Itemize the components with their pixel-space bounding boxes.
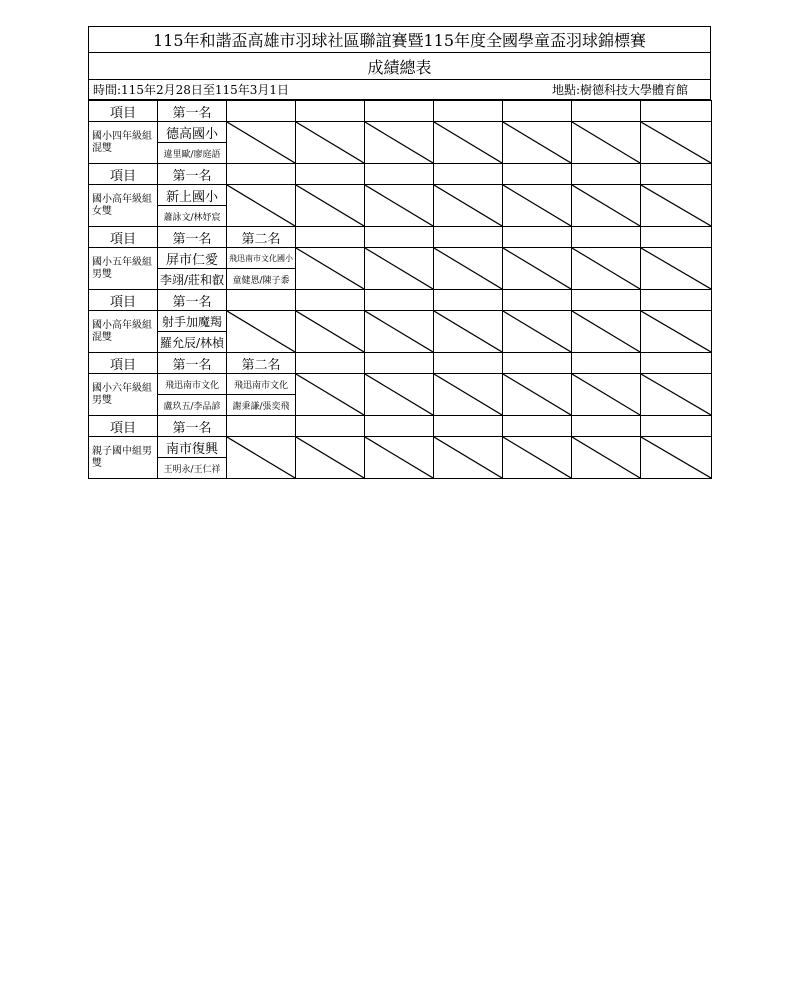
empty-slot	[296, 374, 365, 416]
section-result-row	[89, 185, 712, 206]
empty-slot	[227, 311, 296, 353]
empty-slot	[296, 185, 365, 227]
empty-slot	[503, 185, 572, 227]
empty-slot	[572, 122, 641, 164]
second-place-label: 第二名	[227, 227, 296, 248]
category-name: 國小高年級組女雙	[89, 185, 158, 227]
second-team: 飛迅南市文化	[227, 374, 296, 395]
first-team: 屏市仁愛	[158, 248, 227, 269]
empty-slot	[503, 437, 572, 479]
category-name: 國小五年級組男雙	[89, 248, 158, 290]
empty-slot	[641, 374, 712, 416]
empty-slot	[572, 311, 641, 353]
empty-slot	[641, 248, 712, 290]
section-header-row	[89, 353, 712, 374]
first-place-label: 第一名	[158, 353, 227, 374]
section-header-row	[89, 227, 712, 248]
section-header-row	[89, 290, 712, 311]
section-header-row	[89, 164, 712, 185]
section-result-row	[89, 437, 712, 458]
first-players: 違里歐/廖庭語	[158, 143, 227, 164]
results-sheet	[88, 26, 711, 479]
second-players: 童健恩/陳子黍	[227, 269, 296, 290]
empty-slot	[365, 185, 434, 227]
empty-slot	[503, 248, 572, 290]
first-team: 新上國小	[158, 185, 227, 206]
second-team: 飛迅南市文化國小	[227, 248, 296, 269]
empty-slot	[641, 185, 712, 227]
item-label: 項目	[89, 227, 158, 248]
first-place-label: 第一名	[158, 416, 227, 437]
empty-slot	[434, 185, 503, 227]
document-subtitle: 成績總表	[88, 53, 711, 80]
empty-slot	[365, 248, 434, 290]
first-place-label: 第一名	[158, 227, 227, 248]
category-name: 親子國中組男雙	[89, 437, 158, 479]
category-name: 國小四年級組混雙	[89, 122, 158, 164]
empty-slot	[434, 437, 503, 479]
section-result-row	[89, 374, 712, 395]
empty-slot	[503, 122, 572, 164]
first-team: 南市復興	[158, 437, 227, 458]
empty-slot	[503, 374, 572, 416]
first-place-label: 第一名	[158, 290, 227, 311]
first-team: 射手加魔羯	[158, 311, 227, 332]
empty-slot	[365, 437, 434, 479]
first-players: 羅允辰/林楨	[158, 332, 227, 353]
event-time: 時間:115年2月28日至115年3月1日	[93, 83, 290, 97]
empty-slot	[365, 122, 434, 164]
empty-slot	[365, 311, 434, 353]
empty-slot	[572, 185, 641, 227]
empty-slot	[572, 374, 641, 416]
results-table	[88, 100, 712, 479]
empty-slot	[227, 185, 296, 227]
first-players: 蕭詠文/林妤宸	[158, 206, 227, 227]
document-title: 115年和諧盃高雄市羽球社區聯誼賽暨115年度全國學童盃羽球錦標賽	[88, 26, 711, 53]
first-players: 李翊/莊和叡	[158, 269, 227, 290]
section-result-row	[89, 122, 712, 143]
item-label: 項目	[89, 353, 158, 374]
item-label: 項目	[89, 290, 158, 311]
event-location: 地點:樹德科技大學體育館	[551, 83, 688, 97]
empty-slot	[572, 248, 641, 290]
section-header-row	[89, 101, 712, 122]
empty-slot	[434, 248, 503, 290]
first-place-label: 第一名	[158, 164, 227, 185]
info-row	[88, 80, 711, 100]
empty-slot	[641, 122, 712, 164]
section-result-row	[89, 248, 712, 269]
empty-slot	[434, 122, 503, 164]
item-label: 項目	[89, 416, 158, 437]
first-players: 盧玖五/李品諺	[158, 395, 227, 416]
empty-slot	[434, 311, 503, 353]
empty-slot	[227, 437, 296, 479]
empty-slot	[296, 311, 365, 353]
item-label: 項目	[89, 164, 158, 185]
item-label: 項目	[89, 101, 158, 122]
empty-slot	[227, 122, 296, 164]
first-place-label: 第一名	[158, 101, 227, 122]
first-players: 王明永/王仁祥	[158, 458, 227, 479]
empty-slot	[296, 122, 365, 164]
empty-slot	[296, 437, 365, 479]
empty-slot	[641, 311, 712, 353]
second-place-label: 第二名	[227, 353, 296, 374]
category-name: 國小六年級組男雙	[89, 374, 158, 416]
empty-slot	[572, 437, 641, 479]
second-players: 謝秉謙/張奕飛	[227, 395, 296, 416]
empty-slot	[641, 437, 712, 479]
first-team: 德高國小	[158, 122, 227, 143]
empty-slot	[434, 374, 503, 416]
first-team: 飛迅南市文化	[158, 374, 227, 395]
category-name: 國小高年級組混雙	[89, 311, 158, 353]
section-header-row	[89, 416, 712, 437]
empty-slot	[296, 248, 365, 290]
empty-slot	[503, 311, 572, 353]
empty-slot	[365, 374, 434, 416]
section-result-row	[89, 311, 712, 332]
